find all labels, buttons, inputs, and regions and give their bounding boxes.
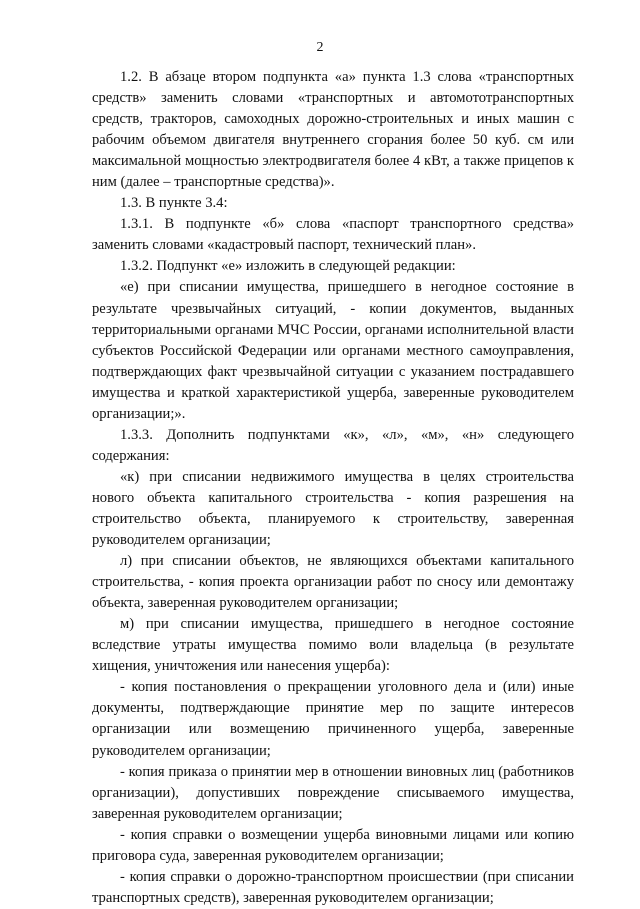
paragraph-1-3: 1.3. В пункте 3.4: — [120, 195, 228, 212]
list-item-dash-2: - копия приказа о принятии мер в отношении виновных лиц (работников организации), допустивших повреждение списываемого имущества, заверенная руководителем организации; — [92, 763, 574, 822]
subparagraph-l: л) при списании объектов, не являющихся объектами капитального строительства, - копия проекта организации работ по сносу или демонтажу объекта, заверенная руководителем организации; — [92, 553, 574, 612]
list-item-dash-3: - копия справки о возмещении ущерба виновными лицами или копию приговора суда, заверенная руководителем организации; — [92, 826, 574, 864]
paragraph-1-2: 1.2. В абзаце втором подпункта «а» пункта 1.3 слова «транспортных средств» заменить словами «транспортных и автомототранспортных средств, тракторов, самоходных дорожно-строительных и иных машин с рабочим объемом двигателя внутреннего сгорания более 50 куб. см или максимальной мощностью электродвигателя более 4 кВт, а также прицепов к ним (далее – транспортные средства)». — [92, 69, 574, 191]
subparagraph-k: «к) при списании недвижимого имущества в целях строительства нового объекта капитального строительства - копия разрешения на строительство объекта, планируемого к строительству, заверенная руководителем организации; — [92, 468, 574, 549]
subparagraph-m: м) при списании имущества, пришедшего в негодное состояние вследствие утраты имущества помимо воли владельца (в результате хищения, уничтожения или нанесения ущерба): — [92, 616, 574, 675]
subparagraph-e: «е) при списании имущества, пришедшего в негодное состояние в результате чрезвычайных ситуаций, - копии документов, выданных территориальными органами МЧС России, органами исполнительной власти субъектов Российской Федерации или органами местного самоуправления, подтверждающих факт чрезвычайной ситуации с указанием пострадавшего имущества и краткой характеристикой ущерба, заверенные руководителем организации;». — [92, 279, 574, 422]
list-item-dash-1: - копия постановления о прекращении уголовного дела и (или) иные документы, подтверждающие принятие мер по защите интересов организации или возмещению причиненного ущерба, заверенные руководителем организации; — [92, 679, 574, 759]
document-body — [92, 67, 574, 909]
list-item-dash-4: - копия справки о дорожно-транспортном происшествии (при списании транспортных средств), заверенная руководителем организации; — [92, 868, 574, 906]
paragraph-1-3-1: 1.3.1. В подпункте «б» слова «паспорт транспортного средства» заменить словами «кадастровый паспорт, технический план». — [92, 216, 574, 254]
page-number: 2 — [316, 40, 324, 55]
paragraph-1-3-3: 1.3.3. Дополнить подпунктами «к», «л», «м», «н» следующего содержания: — [92, 426, 574, 464]
paragraph-1-3-2: 1.3.2. Подпункт «е» изложить в следующей редакции: — [120, 258, 456, 275]
